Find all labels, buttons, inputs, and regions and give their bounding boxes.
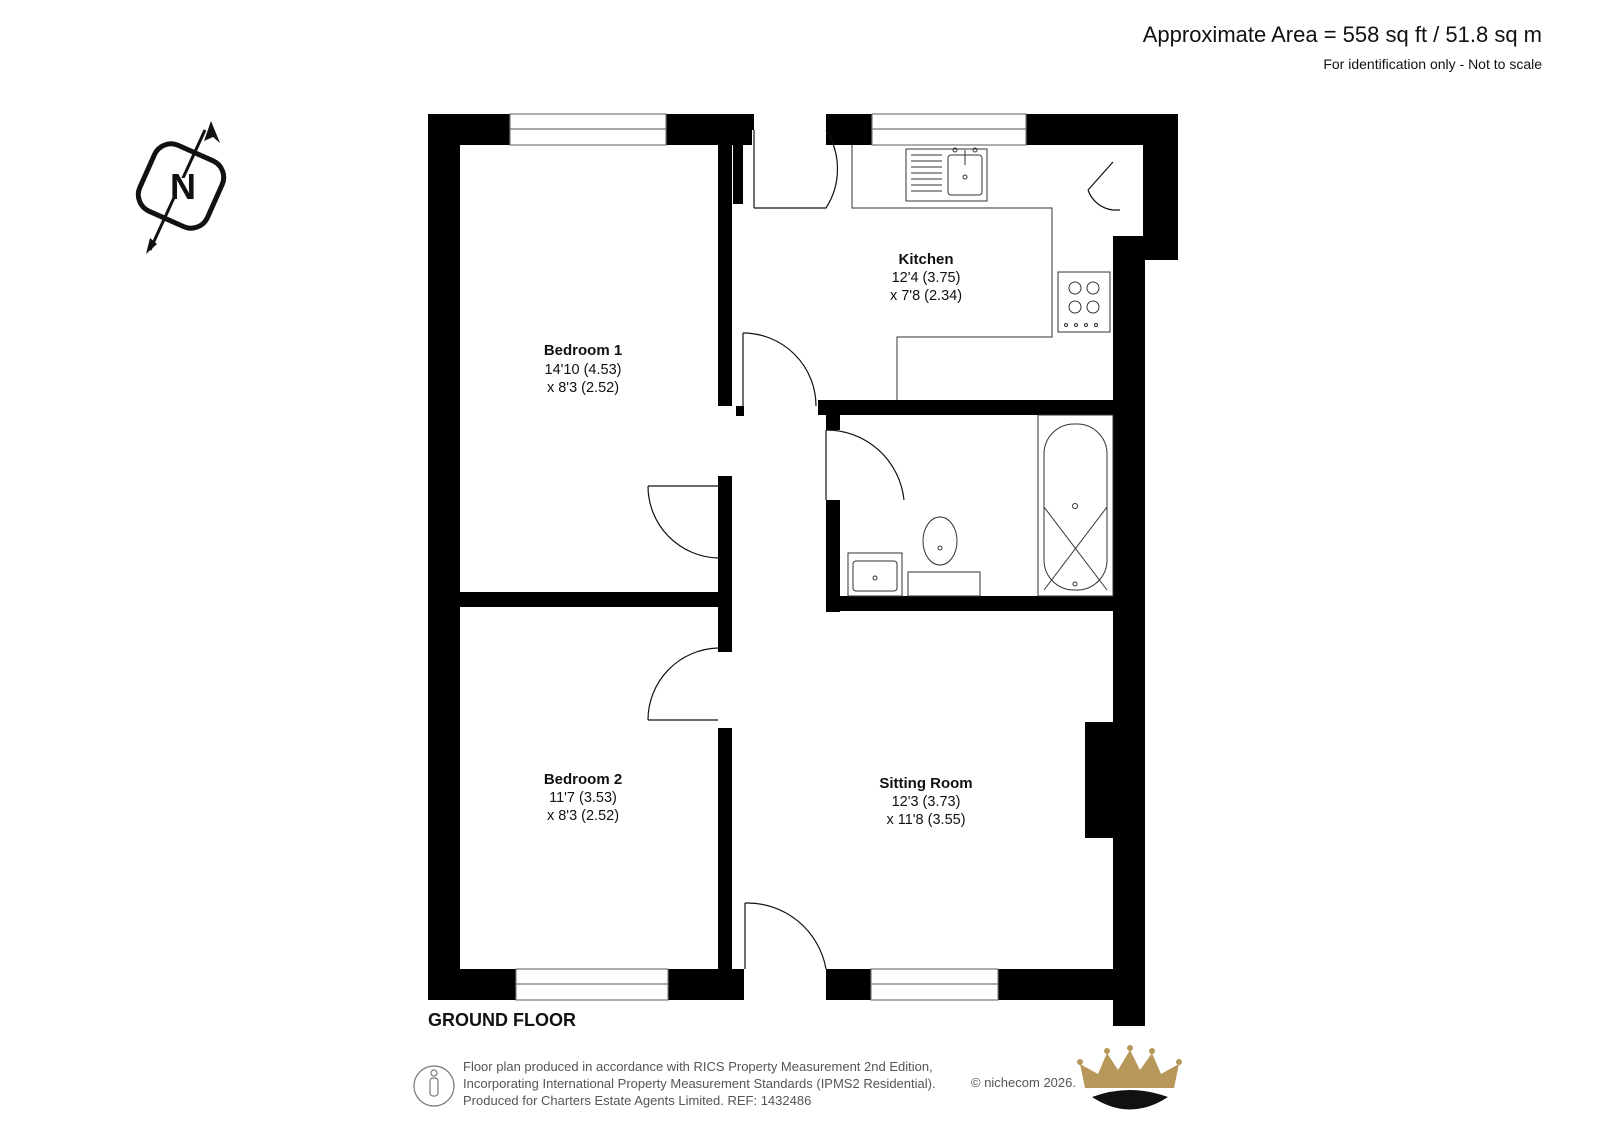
person-in-circle-icon xyxy=(414,1066,454,1106)
room-bedroom-1 xyxy=(544,342,622,396)
bedroom1-dimension-1: 14'10 (4.53) xyxy=(544,362,622,378)
footer-line-3: Produced for Charters Estate Agents Limited. REF: 1432486 xyxy=(463,1093,812,1108)
bathroom-fixtures xyxy=(848,415,1113,596)
kitchen-dimension-1: 12'4 (3.75) xyxy=(891,270,961,286)
hob-icon xyxy=(1058,272,1110,332)
bath-icon xyxy=(1038,415,1113,596)
kitchen-name: Kitchen xyxy=(898,251,954,268)
sitting-room-name: Sitting Room xyxy=(879,775,973,792)
scale-note: For identification only - Not to scale xyxy=(1323,56,1542,72)
bedroom1-dimension-2: x 8'3 (2.52) xyxy=(546,380,620,396)
room-bedroom-2 xyxy=(544,771,622,824)
kitchen-dimension-2: x 7'8 (2.34) xyxy=(889,288,963,304)
sitting-room-dimension-2: x 11'8 (3.55) xyxy=(886,812,966,828)
room-sitting-room xyxy=(879,775,972,828)
footer-line-1: Floor plan produced in accordance with RICS Property Measurement 2nd Edition, xyxy=(463,1059,933,1074)
sitting-room-dimension-1: 12'3 (3.73) xyxy=(891,794,961,810)
footer-line-2: Incorporating International Property Measurement Standards (IPMS2 Residential). xyxy=(463,1076,936,1091)
basin-icon xyxy=(848,553,902,596)
sink-icon xyxy=(906,149,987,201)
walls xyxy=(428,114,1178,1026)
toilet-icon xyxy=(923,517,957,565)
bedroom2-dimension-2: x 8'3 (2.52) xyxy=(546,808,620,824)
room-kitchen xyxy=(890,251,962,304)
bedroom1-name: Bedroom 1 xyxy=(543,342,623,359)
bedroom2-dimension-1: 11'7 (3.53) xyxy=(549,790,617,806)
approximate-area: Approximate Area = 558 sq ft / 51.8 sq m xyxy=(1142,22,1542,47)
windows xyxy=(510,114,1026,1000)
compass-letter: N xyxy=(170,166,196,207)
north-arrow-icon xyxy=(133,121,230,254)
footer-disclaimer xyxy=(463,1058,936,1109)
crown-logo xyxy=(1077,1045,1182,1110)
bedroom2-name: Bedroom 2 xyxy=(543,771,623,788)
copyright: © nichecom 2026. xyxy=(971,1075,1076,1090)
floor-label: GROUND FLOOR xyxy=(428,1010,576,1030)
